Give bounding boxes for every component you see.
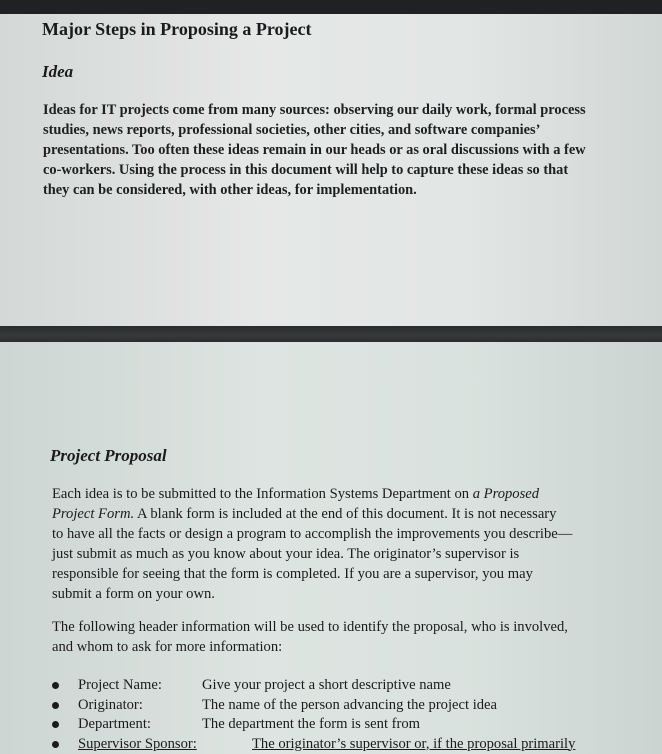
- field-description: The originator’s supervisor or, if the proposal primarily: [252, 735, 576, 752]
- idea-heading: Idea: [42, 62, 74, 81]
- bullet-icon: [52, 682, 59, 689]
- idea-line-1: Ideas for IT projects come from many sources: observing our daily work, formal process: [43, 102, 586, 118]
- idea-paragraph: [43, 100, 586, 200]
- page-divider: [0, 326, 662, 342]
- header-info-line-2: and whom to ask for more information:: [52, 639, 283, 655]
- proposal-line-3: to have all the facts or design a program to accomplish the improvements you describe—: [52, 526, 573, 542]
- bullet-icon: [52, 702, 59, 709]
- proposal-line-6: submit a form on your own.: [52, 586, 215, 602]
- idea-line-3: presentations. Too often these ideas remain in our heads or as oral discussions with a few: [43, 142, 586, 158]
- document-title: Major Steps in Proposing a Project: [42, 19, 312, 39]
- proposal-line-2-italic: Project Form.: [52, 506, 135, 522]
- idea-line-4: co-workers. Using the process in this document will help to capture these ideas so that: [43, 162, 569, 178]
- field-name: Project Name:: [78, 677, 162, 693]
- project-proposal-heading: Project Proposal: [50, 446, 167, 465]
- proposal-line-2-text: A blank form is included at the end of this document. It is not necessary: [134, 506, 557, 522]
- idea-line-5: they can be considered, with other ideas, for implementation.: [43, 182, 417, 198]
- proposal-line-1: [52, 484, 572, 504]
- header-info-line-1: The following header information will be used to identify the proposal, who is involved,: [52, 619, 568, 635]
- field-description: The name of the person advancing the project idea: [202, 696, 497, 713]
- field-description: The department the form is sent from: [202, 716, 421, 732]
- bullet-icon: [52, 721, 59, 728]
- field-name: Originator:: [78, 696, 143, 713]
- proposal-line-1-text: Each idea is to be submitted to the Information Systems Department on: [52, 486, 473, 502]
- proposal-line-1-italic: a Proposed: [472, 486, 540, 502]
- field-name: Supervisor Sponsor:: [78, 735, 197, 752]
- idea-line-2: studies, news reports, professional societies, other cities, and software companies’: [43, 122, 541, 138]
- proposal-line-5: responsible for seeing that the form is completed. If you are a supervisor, you may: [52, 566, 533, 582]
- field-description: Give your project a short descriptive name: [202, 677, 451, 693]
- field-name: Department:: [78, 716, 151, 732]
- header-info-paragraph: [52, 617, 568, 657]
- proposal-paragraph: [52, 484, 572, 604]
- proposal-line-4: just submit as much as you know about your idea. The originator’s supervisor is: [52, 546, 520, 562]
- bullet-icon: [52, 741, 59, 748]
- proposal-line-2: [52, 504, 572, 524]
